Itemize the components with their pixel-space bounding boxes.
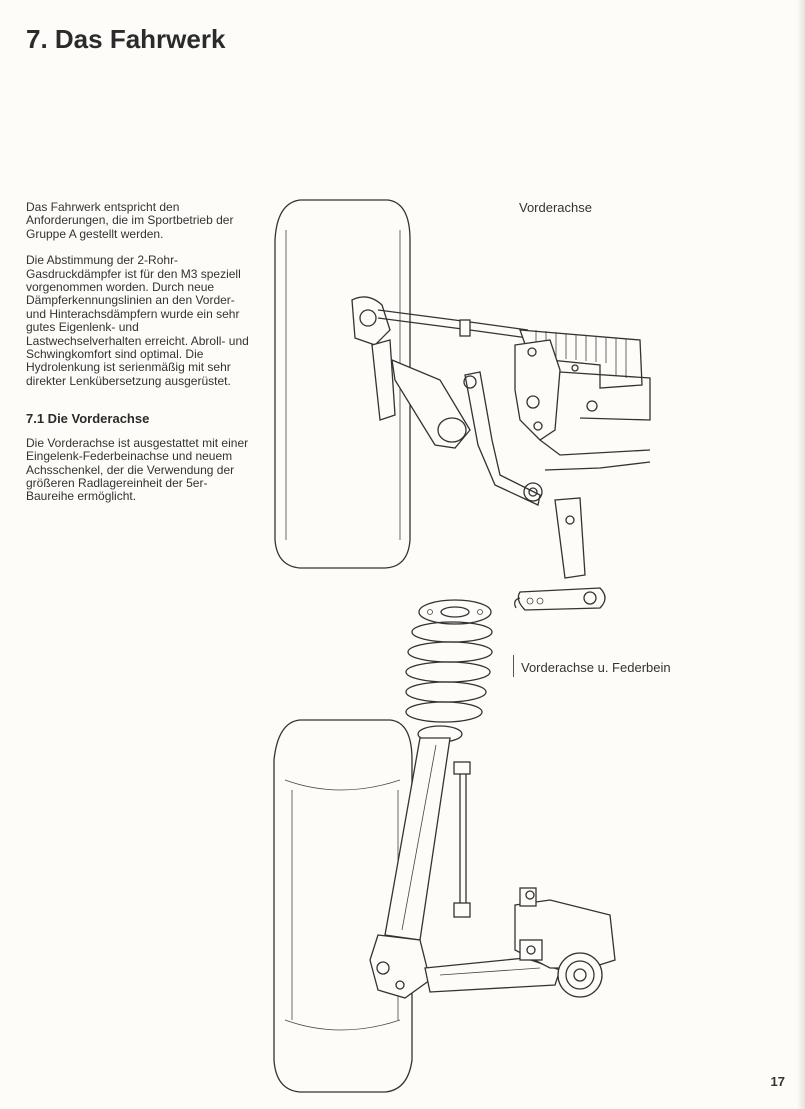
section-heading: 7.1 Die Vorderachse (26, 411, 150, 427)
figure-caption-front-axle: Vorderachse (519, 200, 592, 215)
axle-strut-drawing (274, 600, 615, 1092)
front-axle-drawing (275, 200, 650, 610)
chapter-title: 7. Das Fahrwerk (26, 24, 226, 54)
page-edge-shadow (797, 0, 805, 1109)
section-paragraph: Die Vorderachse ist ausgestattet mit einer Eingelenk-Federbeinachse und neuem Achsschenkel, der die Verwendung der größeren Radlagereinheit der 5er-Baureihe ermöglicht. (26, 435, 249, 504)
damper-paragraph: Die Abstimmung der 2-Rohr-Gasdruckdämpfer ist für den M3 speziell vorgenommen worden. Durch neue Dämpferkennungslinien an den Vorder- und Hinterachsdämpfern wurde ein sehr gutes Eigenlenk- und Lastwechselverhalten erreicht. Abroll- und Schwingkomfort sind optimal. Die Hydrolenkung ist serienmäßig mit sehr direkter Lenkübersetzung ausgerüstet. (26, 253, 249, 388)
intro-paragraph: Das Fahrwerk entspricht den Anforderungen, die im Sportbetrieb der Gruppe A gestellt werden. (26, 200, 234, 241)
page-number: 17 (770, 1074, 785, 1089)
figure-caption-axle-strut: Vorderachse u. Federbein (521, 660, 671, 675)
